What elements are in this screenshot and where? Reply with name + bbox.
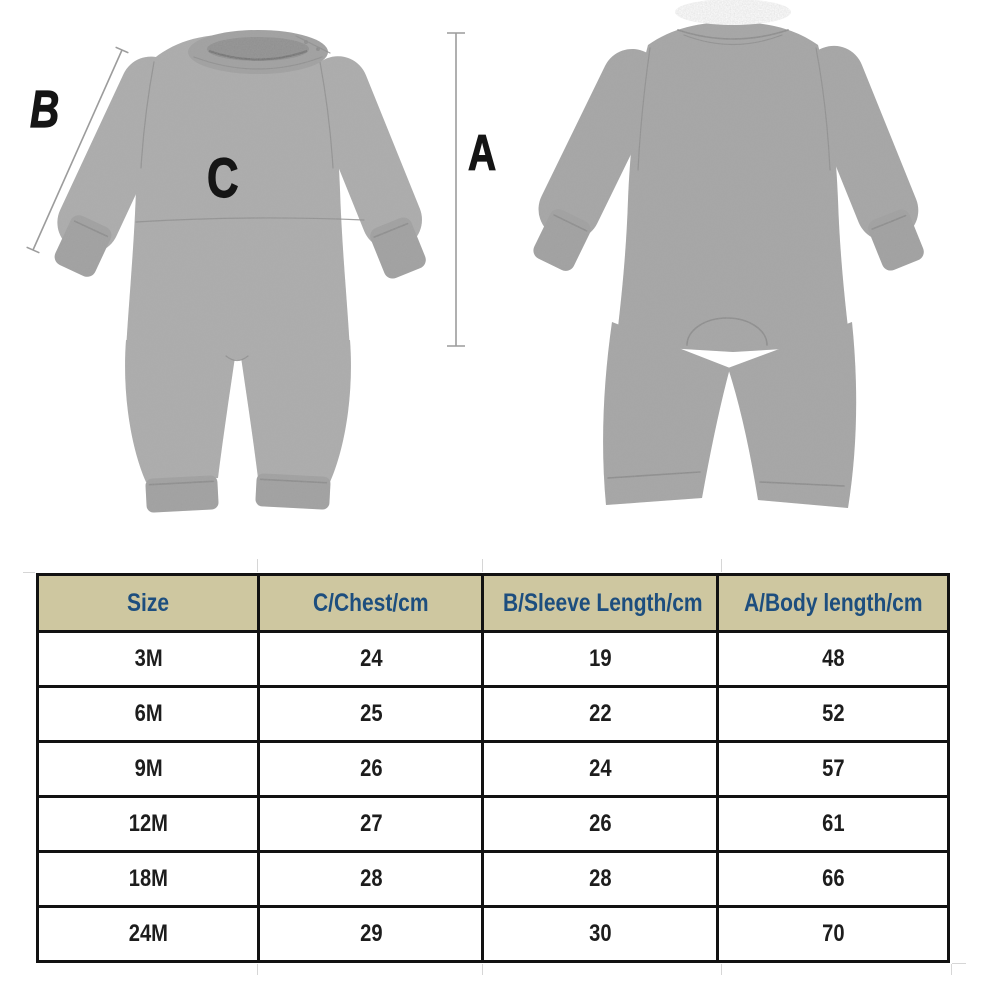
body-length-letter <box>468 125 504 181</box>
cell-size: 6M <box>38 687 259 742</box>
size-table-row <box>38 687 949 742</box>
spreadsheet-gridline <box>257 559 258 572</box>
cell-chest: 29 <box>259 907 483 962</box>
spreadsheet-gridline <box>951 964 952 975</box>
spreadsheet-gridline <box>257 964 258 975</box>
header-size: Size <box>38 575 259 632</box>
spreadsheet-gridline <box>952 963 966 964</box>
body-measure-line-A <box>447 33 465 346</box>
cell-sleeve: 22 <box>483 687 718 742</box>
cell-sleeve: 30 <box>483 907 718 962</box>
size-table-row <box>38 742 949 797</box>
sleeve-length-letter <box>30 81 68 139</box>
chest-letter-text: C <box>207 146 239 209</box>
header-sleeve-length: B/Sleeve Length/cm <box>483 575 718 632</box>
sleeve-length-letter-text: B <box>30 81 60 139</box>
size-table-row <box>38 632 949 687</box>
cell-size: 9M <box>38 742 259 797</box>
spreadsheet-gridline <box>482 964 483 975</box>
size-table-header-row <box>38 575 949 632</box>
cell-body: 57 <box>718 742 949 797</box>
cell-size: 12M <box>38 797 259 852</box>
spreadsheet-gridline <box>721 559 722 572</box>
size-table <box>36 573 950 963</box>
spreadsheet-gridline <box>23 572 35 573</box>
cell-chest: 26 <box>259 742 483 797</box>
size-table-row <box>38 797 949 852</box>
cell-body: 70 <box>718 907 949 962</box>
cell-chest: 24 <box>259 632 483 687</box>
cell-chest: 28 <box>259 852 483 907</box>
cell-size: 3M <box>38 632 259 687</box>
cell-size: 18M <box>38 852 259 907</box>
cell-body: 52 <box>718 687 949 742</box>
spreadsheet-gridline <box>482 559 483 572</box>
body-length-letter-text: A <box>468 125 497 181</box>
sleeve-measure-line-B <box>27 47 129 253</box>
header-chest: C/Chest/cm <box>259 575 483 632</box>
cell-body: 48 <box>718 632 949 687</box>
cell-chest: 25 <box>259 687 483 742</box>
cell-chest: 27 <box>259 797 483 852</box>
chest-letter-on-garment <box>207 146 247 209</box>
cell-sleeve: 24 <box>483 742 718 797</box>
spreadsheet-gridline <box>721 964 722 975</box>
cell-body: 66 <box>718 852 949 907</box>
cell-size: 24M <box>38 907 259 962</box>
cell-body: 61 <box>718 797 949 852</box>
size-table-row <box>38 907 949 962</box>
cell-sleeve: 26 <box>483 797 718 852</box>
cell-sleeve: 28 <box>483 852 718 907</box>
cell-sleeve: 19 <box>483 632 718 687</box>
size-table-row <box>38 852 949 907</box>
header-body-length: A/Body length/cm <box>718 575 949 632</box>
